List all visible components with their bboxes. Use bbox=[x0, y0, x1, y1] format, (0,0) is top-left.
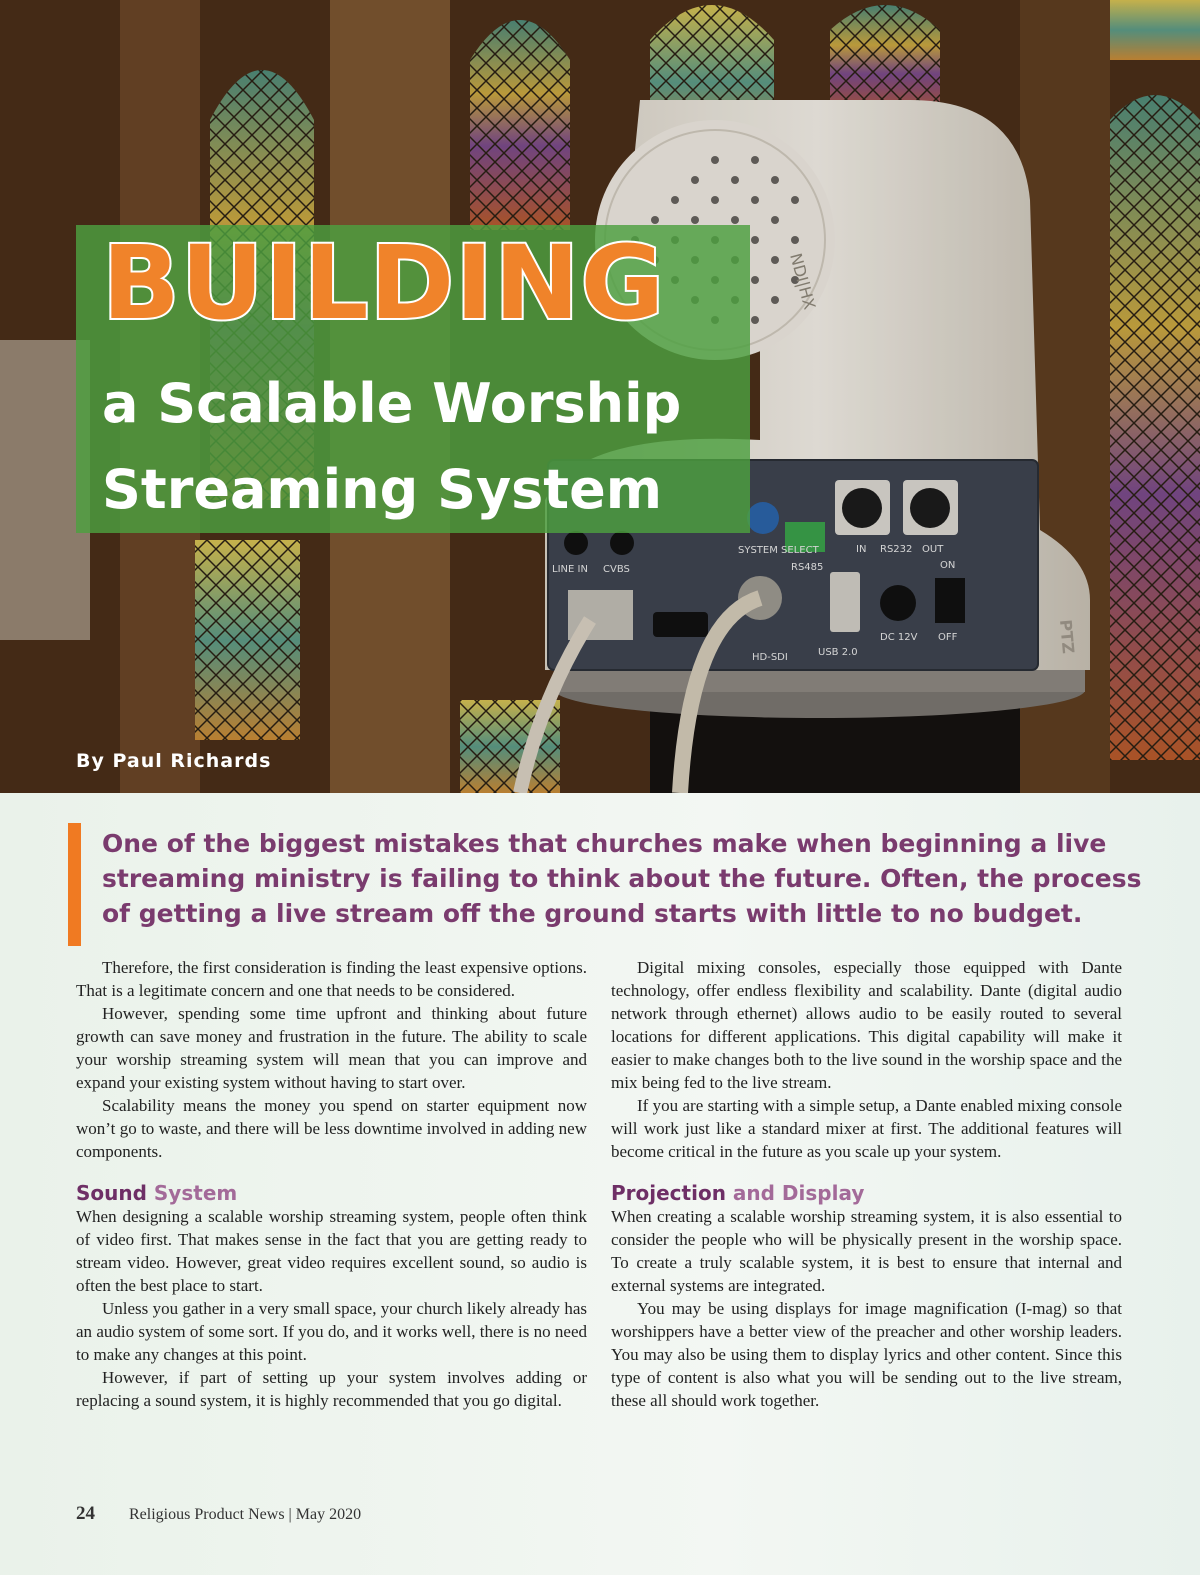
heading-part: Sound bbox=[76, 1181, 147, 1205]
brand-label: NDI|HX bbox=[786, 251, 820, 312]
left-column bbox=[76, 956, 587, 1412]
byline: By Paul Richards bbox=[76, 750, 272, 772]
dc-label: DC 12V bbox=[880, 632, 918, 643]
paragraph: Therefore, the first consideration is finding the least expensive options. That is a legitimate concern and one that needs to be considered. bbox=[76, 958, 587, 1000]
rs232-in-label: IN bbox=[856, 544, 867, 555]
footer-separator: | bbox=[288, 1506, 292, 1523]
off-label: OFF bbox=[938, 632, 958, 643]
section-heading-sound-system bbox=[76, 1181, 587, 1205]
ptz-label: PTZ bbox=[1056, 618, 1078, 655]
paragraph: However, spending some time upfront and thinking about future growth can save money and frustration in the future. The ability to scale your worship streaming system will mean that you can improve and expand your existing system without having to start over. bbox=[76, 1004, 587, 1092]
on-label: ON bbox=[940, 560, 956, 571]
paragraph: When creating a scalable worship streaming system, it is also essential to consider the people who will be physically present in the worship space. To create a truly scalable system, it is best to ensure that internal and external systems are integrated. bbox=[611, 1207, 1122, 1295]
rs232-label: RS232 bbox=[880, 544, 913, 555]
paragraph: Digital mixing consoles, especially those equipped with Dante technology, offer endless flexibility and scalability. Dante (digital audio network through ethernet) allows audio to be easily routed to several locations for different applications. This digital capability will make it easier to make changes both to the live sound in the worship space and the mix being fed to the live stream. bbox=[611, 958, 1122, 1092]
rs485-label: RS485 bbox=[791, 562, 824, 573]
page-footer bbox=[76, 1503, 361, 1525]
pull-quote-accent-bar bbox=[68, 823, 81, 946]
rs232-out-label: OUT bbox=[922, 544, 944, 555]
system-select-label: SYSTEM SELECT bbox=[738, 545, 819, 556]
page-number: 24 bbox=[76, 1503, 95, 1524]
issue-date: May 2020 bbox=[295, 1506, 362, 1523]
heading-part: and Display bbox=[732, 1181, 865, 1205]
article-title: BUILDING bbox=[102, 224, 666, 343]
paragraph: You may be using displays for image magnification (I-mag) so that worshippers have a better view of the preacher and other worship leaders. You may also be using them to display lyrics and other content. Since this type of content is also what you will be sending out to the live stream, these all should work together. bbox=[611, 1299, 1122, 1410]
title-box bbox=[76, 225, 750, 533]
pull-quote: One of the biggest mistakes that churches make when beginning a live streaming ministry is failing to think about the future. Often, the process of getting a live stream off the ground starts with little to no budget. bbox=[102, 829, 1142, 928]
heading-part: Projection bbox=[611, 1181, 726, 1205]
right-column bbox=[611, 956, 1122, 1412]
hdsdi-label: HD-SDI bbox=[752, 652, 788, 663]
paragraph: Scalability means the money you spend on starter equipment now won’t go to waste, and there will be less downtime involved in adding new components. bbox=[76, 1096, 587, 1161]
publication-name: Religious Product News bbox=[129, 1506, 285, 1523]
heading-part: System bbox=[153, 1181, 238, 1205]
cvbs-label: CVBS bbox=[603, 564, 630, 575]
article-subtitle: a Scalable Worship Streaming System bbox=[102, 372, 682, 521]
line-in-label: LINE IN bbox=[552, 564, 588, 575]
usb-label: USB 2.0 bbox=[818, 647, 858, 658]
paragraph: However, if part of setting up your system involves adding or replacing a sound system, it is highly recommended that you go digital. bbox=[76, 1368, 587, 1410]
paragraph: Unless you gather in a very small space, your church likely already has an audio system of some sort. If you do, and it works well, there is no need to make any changes at this point. bbox=[76, 1299, 587, 1364]
paragraph: When designing a scalable worship streaming system, people often think of video first. That makes sense in the fact that you are getting ready to stream video. However, great video requires excellent sound, so audio is often the best place to start. bbox=[76, 1207, 587, 1295]
paragraph: If you are starting with a simple setup, a Dante enabled mixing console will work just like a standard mixer at first. The additional features will become critical in the future as you scale up your system. bbox=[611, 1096, 1122, 1161]
section-heading-projection-display bbox=[611, 1181, 1122, 1205]
